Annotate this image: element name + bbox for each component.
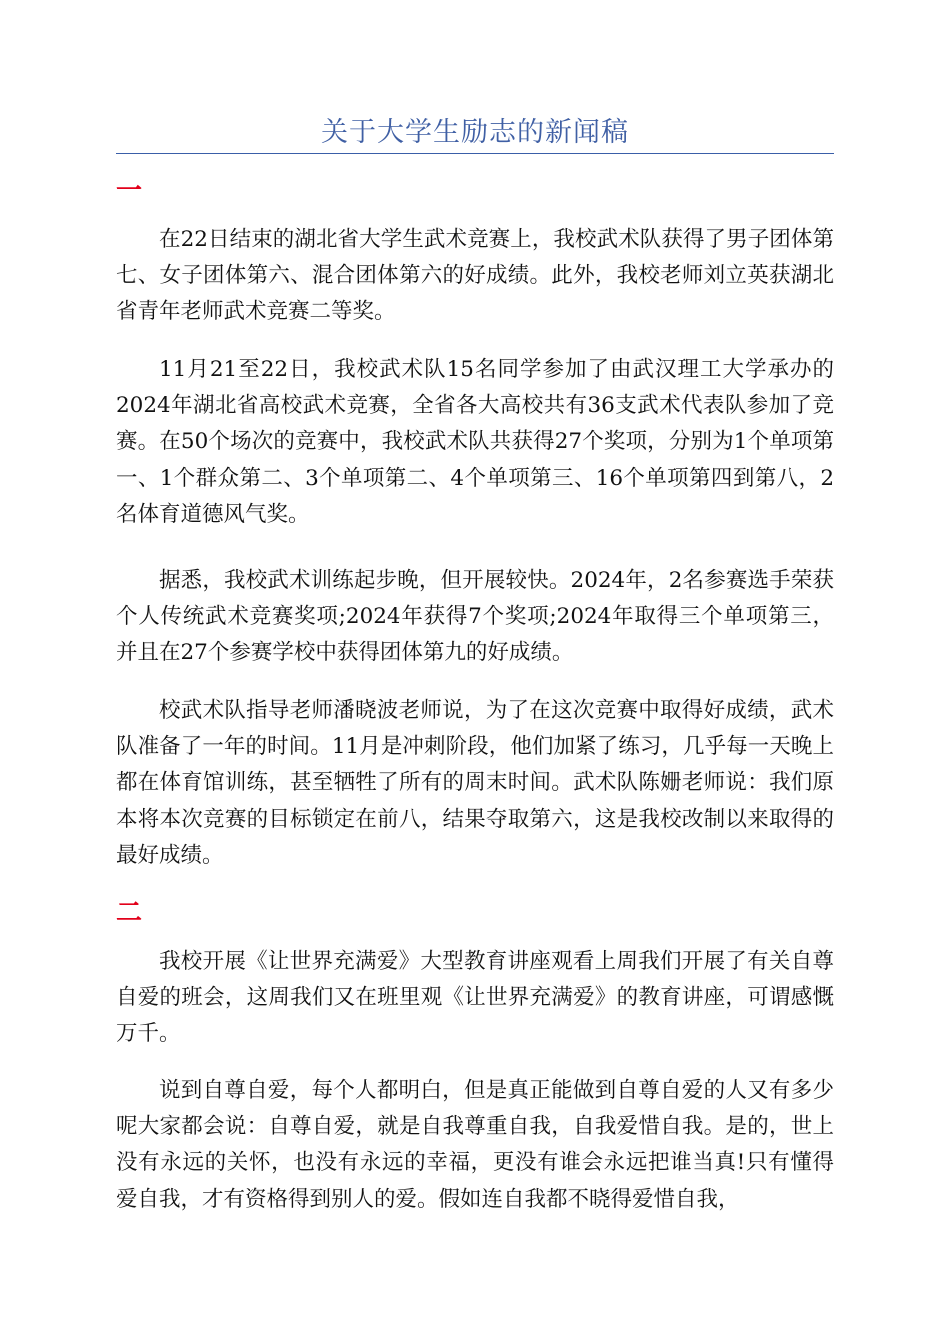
section-one-mark: 一 bbox=[116, 176, 143, 206]
paragraph-1-2: 11月21至22日，我校武术队15名同学参加了由武汉理工大学承办的2024年湖北省高校武术竞赛，全省各大高校共有36支武术代表队参加了竞赛。在50个场次的竞赛中，我校武术队共获得27个奖项，分别为1个单项第一、1个群众第二、3个单项第二、4个单项第三、16个单项第四到第八，2名体育道德风气奖。 bbox=[116, 357, 834, 527]
paragraph-2-2: 说到自尊自爱，每个人都明白，但是真正能做到自尊自爱的人又有多少呢大家都会说：自尊自爱，就是自我尊重自我，自我爱惜自我。是的，世上没有永远的关怀，也没有永远的幸福，更没有谁会永远把谁当真!只有懂得爱自我，才有资格得到别人的爱。假如连自我都不晓得爱惜自我， bbox=[116, 1078, 834, 1212]
paragraph-2-1: 我校开展《让世界充满爱》大型教育讲座观看上周我们开展了有关自尊自爱的班会，这周我们又在班里观《让世界充满爱》的教育讲座，可谓感慨万千。 bbox=[116, 949, 834, 1047]
document-title: 关于大学生励志的新闻稿 bbox=[321, 117, 629, 148]
section-two-mark: 二 bbox=[116, 898, 143, 928]
paragraph-1-4: 校武术队指导老师潘晓波老师说，为了在这次竞赛中取得好成绩，武术队准备了一年的时间。11月是冲刺阶段，他们加紧了练习，几乎每一天晚上都在体育馆训练，甚至牺牲了所有的周末时间。武术队陈姗老师说：我们原本将本次竞赛的目标锁定在前八，结果夺取第六，这是我校改制以来取得的最好成绩。 bbox=[116, 698, 834, 868]
title-underline bbox=[116, 153, 834, 154]
paragraph-1-3: 据悉，我校武术训练起步晚，但开展较快。2024年，2名参赛选手荣获个人传统武术竞赛奖项;2024年获得7个奖项;2024年取得三个单项第三，并且在27个参赛学校中获得团体第九的好成绩。 bbox=[116, 568, 834, 666]
paragraph-1-1: 在22日结束的湖北省大学生武术竞赛上，我校武术队获得了男子团体第七、女子团体第六、混合团体第六的好成绩。此外，我校老师刘立英获湖北省青年老师武术竞赛二等奖。 bbox=[116, 227, 834, 325]
